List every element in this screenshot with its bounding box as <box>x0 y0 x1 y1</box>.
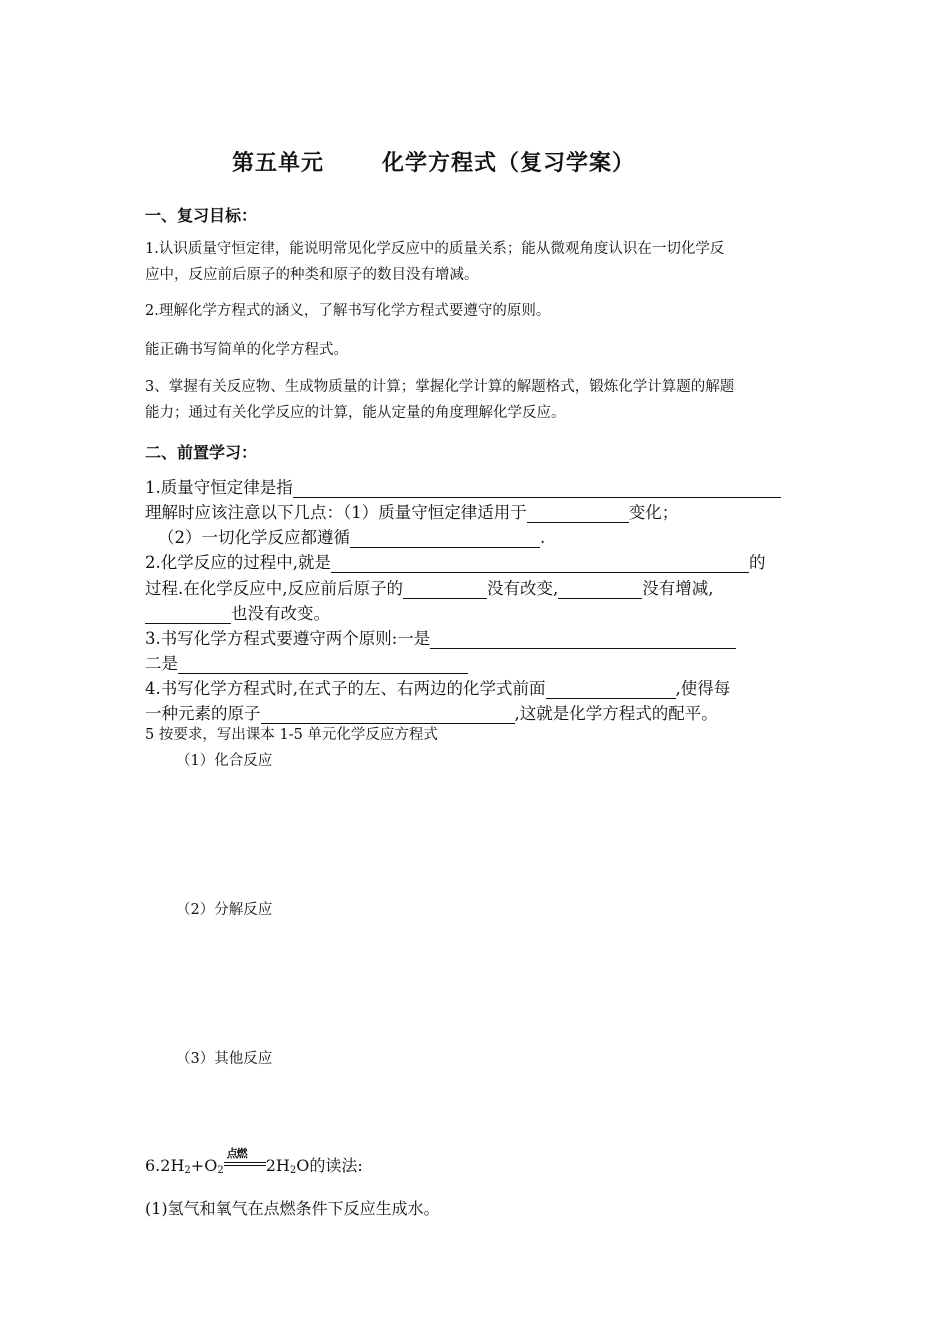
question-3-text: 3.书写化学方程式要遵守两个原则:一是 <box>145 629 431 648</box>
answer-blank[interactable] <box>293 479 781 498</box>
question-4-text: 4.书写化学方程式时,在式子的左、右两边的化学式前面 <box>145 679 546 698</box>
goal-3-line-2: 能力；通过有关化学反应的计算，能从定量的角度理解化学反应。 <box>145 405 566 421</box>
subscript: 2 <box>217 1165 224 1176</box>
section-heading-prestudy: 二、前置学习： <box>145 443 258 462</box>
question-6-number: 6. <box>145 1156 161 1175</box>
page-title <box>232 146 635 177</box>
question-3-line-2 <box>145 650 468 674</box>
question-4-line-1 <box>145 675 730 699</box>
question-4-line-2 <box>145 700 718 724</box>
answer-blank[interactable] <box>350 529 540 548</box>
formula-text: 2H <box>160 1156 185 1175</box>
formula-text: 2H <box>265 1156 290 1175</box>
question-2-end-c: 也没有改变。 <box>231 604 330 623</box>
subscript: 2 <box>289 1165 297 1176</box>
formula-product-h2o <box>266 1156 310 1175</box>
question-1-line-2 <box>145 499 678 523</box>
goal-2: 2.理解化学方程式的涵义，了解书写化学方程式要遵守的原则。 <box>145 303 551 319</box>
question-2-text-b3: 没有增减, <box>642 579 714 598</box>
title-topic: 化学方程式（复习学案） <box>382 151 636 176</box>
question-2-text-b1: 过程.在化学反应中,反应前后原子的 <box>145 579 403 598</box>
question-5-combination: （1）化合反应 <box>176 753 273 769</box>
reaction-condition: 点燃 <box>226 1147 247 1160</box>
answer-blank[interactable] <box>430 630 736 649</box>
question-5-decomposition: （2）分解反应 <box>176 902 273 918</box>
question-5: 5 按要求，写出课本 1-5 单元化学反应方程式 <box>145 727 438 743</box>
question-3-line-1 <box>145 625 736 649</box>
reaction-condition-arrow <box>224 1147 266 1172</box>
answer-blank[interactable] <box>527 504 629 523</box>
question-4-end-b: ,这就是化学方程式的配平。 <box>514 704 718 723</box>
question-5-other: （3）其他反应 <box>176 1051 273 1067</box>
goal-2b: 能正确书写简单的化学方程式。 <box>145 342 348 358</box>
answer-blank[interactable] <box>178 655 468 674</box>
question-4-end: ,使得每 <box>675 679 731 698</box>
question-1-text: 1.质量守恒定律是指 <box>145 478 293 497</box>
question-2-line-3 <box>145 600 330 624</box>
period: . <box>540 528 546 547</box>
question-2-end: 的 <box>749 553 766 572</box>
question-2-text: 2.化学反应的过程中,就是 <box>145 553 331 572</box>
answer-blank[interactable] <box>145 605 231 624</box>
question-6-reading-1: (1)氢气和氧气在点燃条件下反应生成水。 <box>145 1199 440 1218</box>
formula-text: +O <box>190 1156 218 1175</box>
question-1-note: 理解时应该注意以下几点：（1）质量守恒定律适用于 <box>145 503 527 522</box>
goal-1-line-1: 1.认识质量守恒定律，能说明常见化学反应中的质量关系；能从微观角度认识在一切化学反 <box>145 241 725 257</box>
subscript: 2 <box>184 1165 191 1176</box>
formula-reactant-o2 <box>191 1156 224 1175</box>
answer-blank[interactable] <box>403 580 487 599</box>
question-6-suffix: 的读法: <box>309 1156 363 1175</box>
question-2-line-1 <box>145 549 766 573</box>
formula-reactant-h2 <box>160 1156 191 1175</box>
question-1-point-2: （2）一切化学反应都遵循 <box>158 528 350 547</box>
question-4-text-b: 一种元素的原子 <box>145 704 261 723</box>
answer-blank[interactable] <box>331 554 749 573</box>
answer-blank[interactable] <box>558 580 642 599</box>
answer-blank[interactable] <box>546 680 676 699</box>
question-2-text-b2: 没有改变, <box>487 579 559 598</box>
question-2-line-2 <box>145 575 714 599</box>
formula-text: O <box>296 1156 310 1175</box>
question-3-text-b: 二是 <box>145 654 178 673</box>
question-1-line-3 <box>158 524 545 548</box>
title-unit: 第五单元 <box>232 151 325 176</box>
section-heading-goals: 一、复习目标： <box>145 206 258 225</box>
question-6 <box>145 1147 363 1176</box>
question-1-note-end: 变化； <box>628 503 679 522</box>
goal-1-line-2: 应中，反应前后原子的种类和原子的数目没有增减。 <box>145 267 479 283</box>
goal-3-line-1: 3、掌握有关反应物、生成物质量的计算；掌握化学计算的解题格式，锻炼化学计算题的解题 <box>145 379 735 395</box>
question-1-line-1 <box>145 474 781 498</box>
